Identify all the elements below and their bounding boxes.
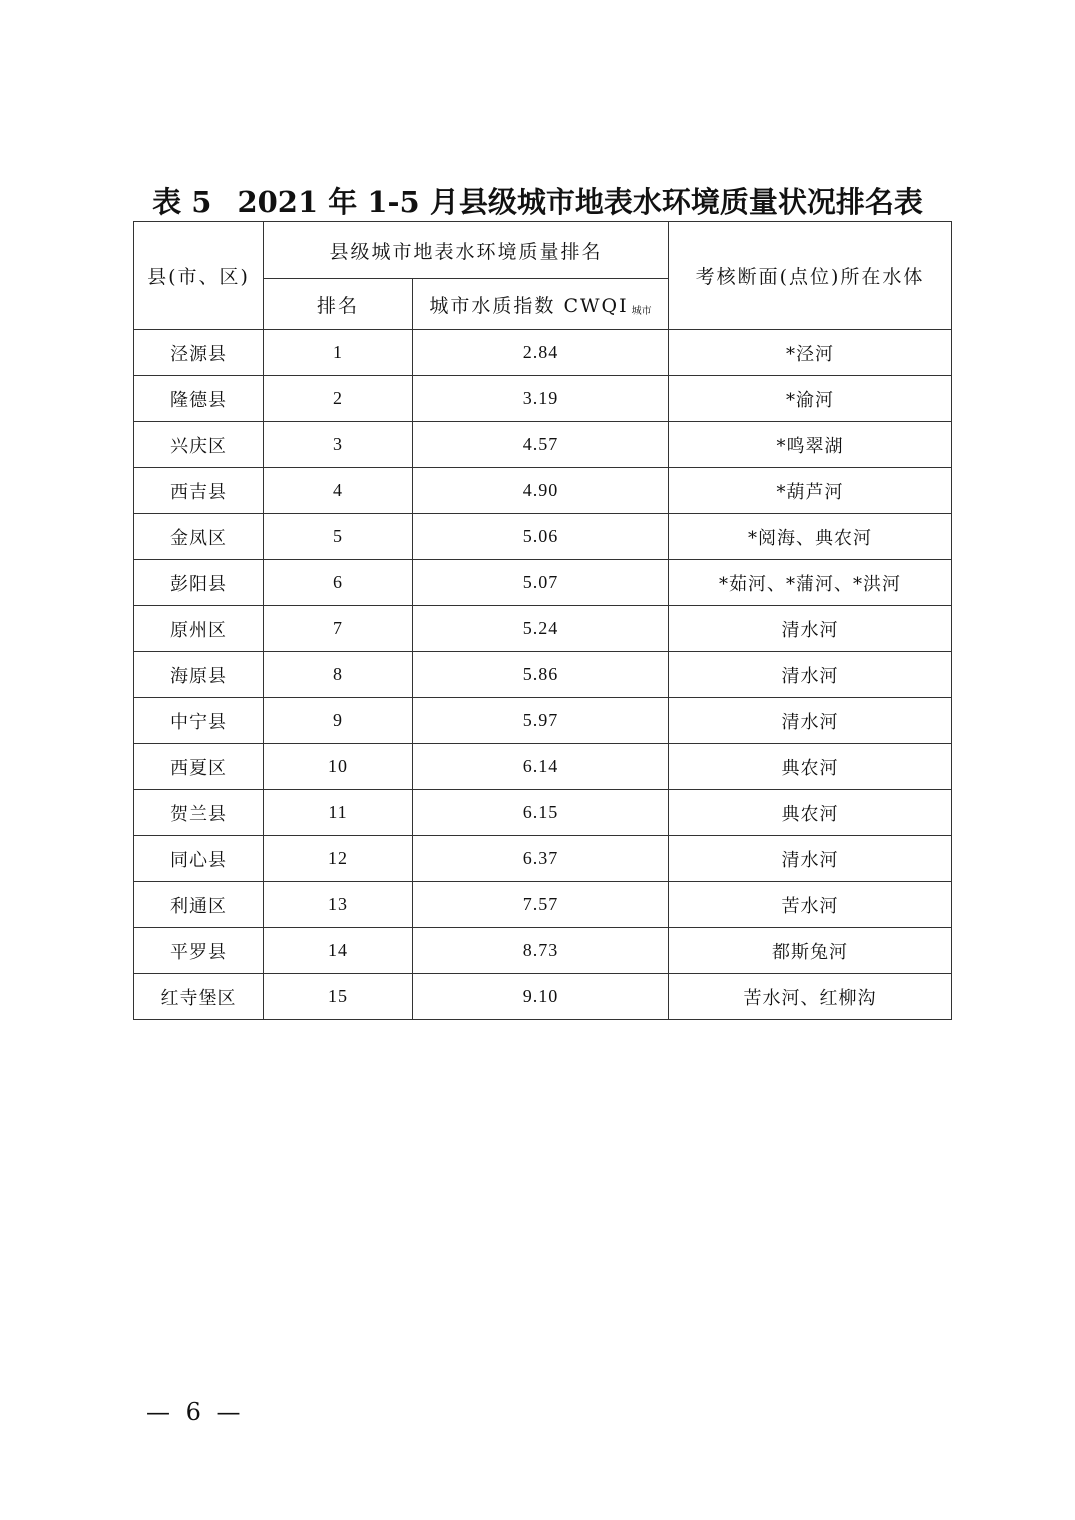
water-body-cell: 典农河 bbox=[669, 744, 952, 790]
rank-cell: 2 bbox=[264, 376, 413, 422]
county-cell: 隆德县 bbox=[134, 376, 264, 422]
cwqi-cell: 5.06 bbox=[413, 514, 669, 560]
water-body-cell: 清水河 bbox=[669, 606, 952, 652]
table-label: 表 5 bbox=[152, 185, 212, 219]
page-title bbox=[0, 182, 1075, 222]
table-row bbox=[134, 928, 952, 974]
header-cwqi-subscript: 城市 bbox=[631, 305, 652, 317]
water-body-cell: 都斯兔河 bbox=[669, 928, 952, 974]
table-row bbox=[134, 606, 952, 652]
table-body bbox=[134, 330, 952, 1020]
table-row bbox=[134, 790, 952, 836]
cwqi-cell: 2.84 bbox=[413, 330, 669, 376]
cwqi-cell: 4.90 bbox=[413, 468, 669, 514]
county-cell: 西吉县 bbox=[134, 468, 264, 514]
water-body-cell: *葫芦河 bbox=[669, 468, 952, 514]
header-water-body: 考核断面(点位)所在水体 bbox=[669, 222, 952, 330]
county-cell: 同心县 bbox=[134, 836, 264, 882]
county-cell: 兴庆区 bbox=[134, 422, 264, 468]
table-row bbox=[134, 468, 952, 514]
county-cell: 平罗县 bbox=[134, 928, 264, 974]
cwqi-cell: 6.37 bbox=[413, 836, 669, 882]
county-cell: 中宁县 bbox=[134, 698, 264, 744]
cwqi-cell: 5.07 bbox=[413, 560, 669, 606]
water-body-cell: 苦水河、红柳沟 bbox=[669, 974, 952, 1020]
table-row bbox=[134, 698, 952, 744]
cwqi-cell: 4.57 bbox=[413, 422, 669, 468]
rank-cell: 7 bbox=[264, 606, 413, 652]
water-body-cell: *泾河 bbox=[669, 330, 952, 376]
table-row bbox=[134, 560, 952, 606]
water-body-cell: *茹河、*蒲河、*洪河 bbox=[669, 560, 952, 606]
rank-cell: 5 bbox=[264, 514, 413, 560]
table-row bbox=[134, 744, 952, 790]
cwqi-cell: 8.73 bbox=[413, 928, 669, 974]
table-title: 2021 年 1-5 月县级城市地表水环境质量状况排名表 bbox=[237, 185, 923, 219]
table-row bbox=[134, 422, 952, 468]
rank-cell: 11 bbox=[264, 790, 413, 836]
cwqi-cell: 5.24 bbox=[413, 606, 669, 652]
rank-cell: 15 bbox=[264, 974, 413, 1020]
header-cwqi bbox=[413, 279, 669, 330]
county-cell: 贺兰县 bbox=[134, 790, 264, 836]
header-cwqi-label: 城市水质指数 CWQI bbox=[429, 294, 629, 317]
water-body-cell: *渝河 bbox=[669, 376, 952, 422]
rank-cell: 10 bbox=[264, 744, 413, 790]
water-body-cell: 清水河 bbox=[669, 652, 952, 698]
table-row bbox=[134, 330, 952, 376]
table-row bbox=[134, 514, 952, 560]
county-cell: 金凤区 bbox=[134, 514, 264, 560]
water-body-cell: *阅海、典农河 bbox=[669, 514, 952, 560]
water-body-cell: 典农河 bbox=[669, 790, 952, 836]
county-cell: 红寺堡区 bbox=[134, 974, 264, 1020]
cwqi-cell: 5.97 bbox=[413, 698, 669, 744]
water-body-cell: 清水河 bbox=[669, 698, 952, 744]
header-county: 县(市、区) bbox=[134, 222, 264, 330]
cwqi-cell: 9.10 bbox=[413, 974, 669, 1020]
county-cell: 海原县 bbox=[134, 652, 264, 698]
cwqi-cell: 3.19 bbox=[413, 376, 669, 422]
cwqi-cell: 6.15 bbox=[413, 790, 669, 836]
table-row bbox=[134, 974, 952, 1020]
rank-cell: 3 bbox=[264, 422, 413, 468]
header-row-1 bbox=[134, 222, 952, 279]
county-cell: 西夏区 bbox=[134, 744, 264, 790]
rank-cell: 8 bbox=[264, 652, 413, 698]
rank-cell: 13 bbox=[264, 882, 413, 928]
rank-cell: 9 bbox=[264, 698, 413, 744]
rank-cell: 1 bbox=[264, 330, 413, 376]
county-cell: 泾源县 bbox=[134, 330, 264, 376]
page-number: — 6 — bbox=[146, 1398, 245, 1426]
table-row bbox=[134, 882, 952, 928]
rank-cell: 4 bbox=[264, 468, 413, 514]
ranking-table bbox=[133, 221, 952, 1020]
cwqi-cell: 6.14 bbox=[413, 744, 669, 790]
table-row bbox=[134, 836, 952, 882]
rank-cell: 6 bbox=[264, 560, 413, 606]
table-row bbox=[134, 376, 952, 422]
cwqi-cell: 7.57 bbox=[413, 882, 669, 928]
county-cell: 原州区 bbox=[134, 606, 264, 652]
header-ranking-group: 县级城市地表水环境质量排名 bbox=[264, 222, 669, 279]
header-rank: 排名 bbox=[264, 279, 413, 330]
rank-cell: 12 bbox=[264, 836, 413, 882]
cwqi-cell: 5.86 bbox=[413, 652, 669, 698]
table-row bbox=[134, 652, 952, 698]
water-body-cell: *鸣翠湖 bbox=[669, 422, 952, 468]
water-body-cell: 苦水河 bbox=[669, 882, 952, 928]
rank-cell: 14 bbox=[264, 928, 413, 974]
county-cell: 利通区 bbox=[134, 882, 264, 928]
county-cell: 彭阳县 bbox=[134, 560, 264, 606]
water-body-cell: 清水河 bbox=[669, 836, 952, 882]
